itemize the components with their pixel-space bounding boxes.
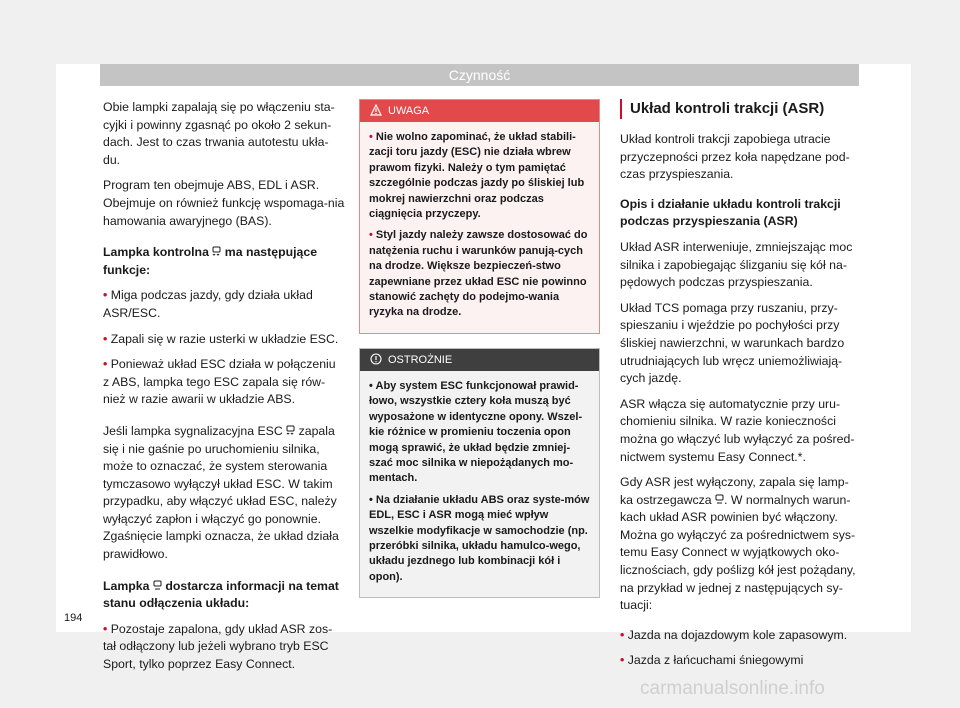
bullet-icon: • <box>103 331 108 346</box>
warning-box <box>359 99 600 334</box>
list-item: • Zapali się w razie usterki w układzie ESC. <box>103 331 339 346</box>
list-item: • Jazda na dojazdowym kole zapasowym. <box>620 627 848 642</box>
column-middle <box>359 99 600 610</box>
paragraph: Program ten obejmuje ABS, EDL i ASR. Obejmuje on również funkcję wspomaga-nia hamowania awaryjnego (BAS). <box>103 178 345 228</box>
bullet-icon: • <box>369 493 373 506</box>
subheading: Lampka dostarcza informacji na temat stanu odłączenia układu: <box>103 578 339 611</box>
column-left <box>103 99 345 682</box>
warning-triangle-icon <box>370 104 382 116</box>
list-item: • Nie wolno zapominać, że układ stabili-zacji toru jazdy (ESC) nie działa wbrew prawom fizyki. Należy o tym pamiętać szczególnie podczas jazdy po śliskiej lub mokrej nawierzchni oraz podczas ciągnięcia przyczepy. <box>369 131 585 221</box>
list-item: • Jazda z łańcuchami śniegowymi <box>620 653 804 668</box>
bullet-icon: • <box>369 229 373 242</box>
bullet-icon: • <box>620 653 625 668</box>
caution-header: OSTROŻNIE <box>360 349 599 371</box>
bullet-icon: • <box>103 621 108 636</box>
paragraph: Układ kontroli trakcji zapobiega utracie przyczepności przez koła napędzane pod-czas przyspieszania. <box>620 132 850 182</box>
paragraph: Układ ASR interweniuje, zmniejszając moc silnika i zapobiegając ślizganiu się kół na-pędowych podczas przyspieszania. <box>620 239 853 290</box>
paragraph: Obie lampki zapalają się po włączeniu sta-cyjki i powinny zgasnąć po około 2 sekun-dach. Jest to czas trwania autotestu ukła-du. <box>103 100 335 167</box>
bullet-icon: • <box>369 131 373 143</box>
list-item: • Aby system ESC funkcjonował prawid-łowo, wszystkie cztery koła muszą być wyposażone w identyczne opony. Wszel-kie różnice w promieniu toczenia opon mogą sprawić, że układ będzie zmniej-szać moc silnika w niepożądanych mo-mentach. <box>369 379 583 485</box>
subheading: Lampka kontrolna ma następujące funkcje: <box>103 245 318 277</box>
list-item: • Pozostaje zapalona, gdy układ ASR zos-tał odłączony lub jeżeli wybrano tryb ESC Sport, tylko poprzez Easy Connect. <box>103 621 333 672</box>
warning-body <box>360 122 599 333</box>
list-item: • Miga podczas jazdy, gdy działa układ ASR/ESC. <box>103 288 313 320</box>
bullet-icon: • <box>620 627 625 642</box>
paragraph: ASR włącza się automatycznie przy uru-chomieniu silnika. W razie konieczności można go włączyć lub wyłączyć za pośred-nictwem systemu Easy Connect.*. <box>620 396 855 464</box>
paragraph: Układ TCS pomaga przy ruszaniu, przy-spieszaniu i wjeździe po pochyłości przy śliskiej nawierzchni, w warunkach bardzo utrudniających lub wręcz uniemożliwiają-cych jazdę. <box>620 300 845 386</box>
bullet-icon: • <box>103 357 108 372</box>
watermark: carmanualsonline.info <box>640 678 825 699</box>
caution-box <box>359 348 600 598</box>
section-title: Układ kontroli trakcji (ASR) <box>620 99 860 119</box>
page-number: 194 <box>64 612 83 624</box>
subheading: Opis i działanie układu kontroli trakcji podczas przyspieszania (ASR) <box>620 196 841 229</box>
list-item: • Na działanie układu ABS oraz syste-mów EDL, ESC i ASR mogą mieć wpływ wszelkie modyfikacje w samochodzie (np. przeróbki silnika, układu hamulco-wego, układu jezdnego lub kombinacji kół i opon). <box>369 493 590 583</box>
esc-car-skid-icon <box>212 246 221 258</box>
list-item: • Ponieważ układ ESC działa w połączeniu z ABS, lampka tego ESC zapala się rów-nież w razie awarii w układzie ABS. <box>103 357 336 407</box>
esc-off-icon <box>153 580 162 592</box>
caution-body <box>360 371 599 597</box>
warning-header: UWAGA <box>360 100 599 122</box>
paragraph: Gdy ASR jest wyłączony, zapala się lamp-ka ostrzegawcza . W normalnych warun-kach układ ASR powinien być włączony. Można go wyłączyć za pośrednictwem sys-temu Easy Connect w wyjątkowych oko-licznościach, gdy poślizg kół jest pożądany, na przykład w jednej z następujących sy-tuacji: <box>620 475 856 613</box>
page-header: Czynność <box>100 64 859 86</box>
bullet-icon: • <box>103 288 108 303</box>
paragraph: Jeśli lampka sygnalizacyjna ESC zapala się i nie gaśnie po uruchomieniu silnika, może to oznaczać, że system sterowania tymczasowo wyłączył układ ESC. W takim przypadku, aby włączyć układ ESC, należy wyłączyć zapłon i włączyć go ponownie. Zgaśnięcie lampki oznacza, że układ działa prawidłowo. <box>103 423 339 562</box>
column-right <box>620 99 860 678</box>
list-item: • Styl jazdy należy zawsze dostosować do natężenia ruchu i warunków panują-cych na drodze. Większe bezpieczeń-stwo zapewniane przez układ ESC nie powinno stanowić zachęty do podejmo-wania ryzyka na drodze. <box>369 229 588 319</box>
esc-car-skid-icon <box>286 425 295 437</box>
asr-off-icon <box>715 494 724 506</box>
bullet-icon: • <box>369 379 373 392</box>
exclamation-circle-icon <box>370 353 382 365</box>
